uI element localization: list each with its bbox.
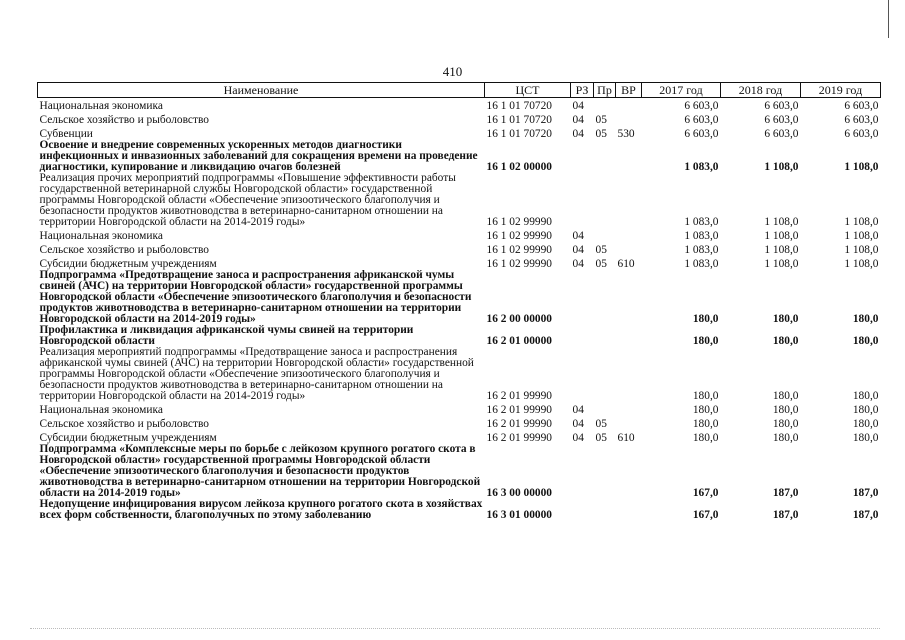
cell-name: Подпрограмма «Комплексные меры по борьбе с лейкозом крупного рогатого скота в Новгородской области» государственной программы Новгородской области «Обеспечение эпизоотического благополучия и безопасности продуктов животноводства в ветеринарно-санитарном отношении на территории Новгородской области на 2014-2019 годы» xyxy=(39,443,481,499)
table-row xyxy=(38,112,881,126)
cell-name: Субсидии бюджетным учреждениям xyxy=(39,258,217,270)
table-row xyxy=(38,347,881,402)
cell-name: Реализация мероприятий подпрограммы «Предотвращение заноса и распространения африканской чумы свиней (АЧС) на территории Новгородской области» государственной программы Новгородской области «Обеспечение эпизоотического благополучия и безопасности продуктов животноводства в ветеринарно-санитарном отношении на территории Новгородской области на 2014-2019 годы» xyxy=(39,346,474,402)
cell-2017: 1 083,0 xyxy=(684,216,719,228)
cell-pr: 05 xyxy=(595,258,607,270)
table-row xyxy=(38,98,881,113)
cell-cst: 16 2 01 99990 xyxy=(486,418,552,430)
cell-rz: 04 xyxy=(572,114,584,126)
cell-rz: 04 xyxy=(572,100,584,112)
cell-vr xyxy=(616,242,642,256)
cell-cst: 16 2 01 99990 xyxy=(486,404,552,416)
cell-pr xyxy=(594,402,616,416)
cell-name: Профилактика и ликвидация африканской чумы свиней на территории Новгородской области xyxy=(39,324,414,347)
table-row xyxy=(38,242,881,256)
cell-2019: 180,0 xyxy=(852,418,879,430)
cell-rz xyxy=(571,325,594,347)
cell-rz: 04 xyxy=(572,244,584,256)
cell-2017: 1 083,0 xyxy=(684,230,719,242)
cell-vr xyxy=(616,416,642,430)
cell-2017: 180,0 xyxy=(692,418,719,430)
cell-2017: 180,0 xyxy=(692,313,719,325)
cell-rz xyxy=(571,173,594,228)
cell-name: Субвенции xyxy=(39,128,93,140)
cell-name: Сельское хозяйство и рыболовство xyxy=(39,244,209,256)
cell-vr xyxy=(616,270,642,325)
cell-rz xyxy=(571,444,594,499)
cell-cst: 16 1 01 70720 xyxy=(486,114,552,126)
cell-vr xyxy=(616,347,642,402)
table-row xyxy=(38,173,881,228)
cell-name: Подпрограмма «Предотвращение заноса и распространения африканской чумы свиней (АЧС) на территории Новгородской области» государственной программы Новгородской области «Обеспечение эпизоотического благополучия и безопасности продуктов животноводства в ветеринарно-санитарном отношении на территории Новгородской области на 2014-2019 годы» xyxy=(39,269,472,325)
cell-2018: 180,0 xyxy=(772,390,799,402)
cell-2017: 6 603,0 xyxy=(684,100,719,112)
cell-pr xyxy=(594,98,616,113)
cell-pr xyxy=(594,325,616,347)
cell-cst: 16 1 02 00000 xyxy=(486,161,552,173)
col-header-pr: Пр xyxy=(594,83,616,98)
table-body xyxy=(38,98,881,522)
cell-rz: 04 xyxy=(572,432,584,444)
cell-vr xyxy=(616,325,642,347)
cell-vr xyxy=(616,228,642,242)
cell-2018: 6 603,0 xyxy=(764,100,799,112)
cell-name: Национальная экономика xyxy=(39,230,163,242)
cell-rz: 04 xyxy=(572,230,584,242)
cell-rz xyxy=(571,347,594,402)
cell-vr xyxy=(616,173,642,228)
cell-2019: 6 603,0 xyxy=(844,114,879,126)
cell-vr xyxy=(616,98,642,113)
cell-2018: 1 108,0 xyxy=(764,258,799,270)
cell-cst: 16 1 02 99990 xyxy=(486,216,552,228)
cell-pr xyxy=(594,347,616,402)
cell-cst: 16 2 00 00000 xyxy=(486,313,552,325)
table-row xyxy=(38,416,881,430)
cell-vr xyxy=(616,112,642,126)
cell-pr xyxy=(594,228,616,242)
cell-rz: 04 xyxy=(572,258,584,270)
cell-cst: 16 1 01 70720 xyxy=(486,100,552,112)
cell-rz xyxy=(571,270,594,325)
cell-vr: 610 xyxy=(617,432,635,444)
cell-name: Освоение и внедрение современных ускоренных методов диагностики инфекционных и инвазионных заболеваний для сокращения времени на проведение диагностики, купирование и ликвидацию очагов болезней xyxy=(39,139,478,173)
cell-cst: 16 2 01 00000 xyxy=(486,335,552,347)
cell-rz xyxy=(571,499,594,521)
col-header-2019: 2019 год xyxy=(801,83,881,98)
table-row xyxy=(38,325,881,347)
cell-cst: 16 1 02 99990 xyxy=(486,230,552,242)
cell-2019: 1 108,0 xyxy=(844,244,879,256)
cell-pr: 05 xyxy=(595,432,607,444)
cell-2019: 180,0 xyxy=(852,335,879,347)
cell-2017: 180,0 xyxy=(692,432,719,444)
cell-name: Субсидии бюджетным учреждениям xyxy=(39,432,217,444)
cell-2019: 187,0 xyxy=(852,509,879,521)
cell-2017: 180,0 xyxy=(692,390,719,402)
cell-2018: 180,0 xyxy=(772,418,799,430)
cell-cst: 16 1 01 70720 xyxy=(486,128,552,140)
table-row xyxy=(38,499,881,521)
cell-vr: 610 xyxy=(617,258,635,270)
cell-2017: 6 603,0 xyxy=(684,128,719,140)
cell-vr xyxy=(616,444,642,499)
cell-cst: 16 2 01 99990 xyxy=(486,390,552,402)
col-header-vr: ВР xyxy=(616,83,642,98)
cell-cst: 16 1 02 99990 xyxy=(486,258,552,270)
cell-pr xyxy=(594,270,616,325)
cell-name: Недопущение инфицирования вирусом лейкоза крупного рогатого скота в хозяйствах всех форм собственности, благополучных по этому заболеванию xyxy=(39,498,483,521)
cell-cst: 16 3 00 00000 xyxy=(486,487,552,499)
cell-pr: 05 xyxy=(595,418,607,430)
table-row xyxy=(38,228,881,242)
table-row xyxy=(38,126,881,140)
cell-name: Реализация прочих мероприятий подпрограммы «Повышение эффективности работы государственной ветеринарной службы Новгородской области» государственной программы Новгородской области «Обеспечение эпизоотического благополучия и безопасности продуктов животноводства в ветеринарно-санитарном отношении на территории Новгородской области на 2014-2019 годы» xyxy=(39,172,456,228)
cell-vr xyxy=(616,499,642,521)
cell-2018: 180,0 xyxy=(772,404,799,416)
table-row xyxy=(38,270,881,325)
cell-2017: 1 083,0 xyxy=(684,244,719,256)
cell-vr: 530 xyxy=(617,128,635,140)
cell-pr: 05 xyxy=(595,128,607,140)
col-header-2017: 2017 год xyxy=(642,83,721,98)
col-header-name: Наименование xyxy=(38,83,485,98)
cell-2018: 180,0 xyxy=(772,313,799,325)
cell-2019: 180,0 xyxy=(852,313,879,325)
cell-2019: 6 603,0 xyxy=(844,100,879,112)
cell-name: Сельское хозяйство и рыболовство xyxy=(39,418,209,430)
budget-table xyxy=(37,82,881,521)
scan-footer-line xyxy=(30,628,880,629)
cell-name: Национальная экономика xyxy=(39,404,163,416)
cell-2017: 6 603,0 xyxy=(684,114,719,126)
cell-2019: 1 108,0 xyxy=(844,230,879,242)
table-row xyxy=(38,402,881,416)
cell-vr xyxy=(616,140,642,173)
cell-rz: 04 xyxy=(572,404,584,416)
cell-2017: 180,0 xyxy=(692,335,719,347)
cell-rz: 04 xyxy=(572,128,584,140)
cell-2019: 180,0 xyxy=(852,404,879,416)
cell-2017: 1 083,0 xyxy=(684,258,719,270)
table-row xyxy=(38,140,881,173)
cell-2018: 180,0 xyxy=(772,335,799,347)
cell-2018: 1 108,0 xyxy=(764,230,799,242)
cell-pr: 05 xyxy=(595,114,607,126)
cell-2019: 1 108,0 xyxy=(844,258,879,270)
cell-2019: 1 108,0 xyxy=(844,161,879,173)
cell-2019: 1 108,0 xyxy=(844,216,879,228)
cell-name: Национальная экономика xyxy=(39,100,163,112)
table-header-row xyxy=(38,83,881,98)
cell-2019: 187,0 xyxy=(852,487,879,499)
cell-2017: 1 083,0 xyxy=(684,161,719,173)
page-edge-mark xyxy=(888,0,889,38)
cell-rz xyxy=(571,140,594,173)
cell-2017: 180,0 xyxy=(692,404,719,416)
table-row xyxy=(38,444,881,499)
col-header-rz: РЗ xyxy=(571,83,594,98)
cell-pr xyxy=(594,499,616,521)
cell-2018: 187,0 xyxy=(772,487,799,499)
cell-2018: 1 108,0 xyxy=(764,244,799,256)
cell-pr xyxy=(594,444,616,499)
cell-2017: 167,0 xyxy=(692,487,719,499)
cell-2018: 1 108,0 xyxy=(764,216,799,228)
cell-name: Сельское хозяйство и рыболовство xyxy=(39,114,209,126)
cell-2019: 6 603,0 xyxy=(844,128,879,140)
cell-2018: 6 603,0 xyxy=(764,128,799,140)
cell-cst: 16 2 01 99990 xyxy=(486,432,552,444)
cell-rz: 04 xyxy=(572,418,584,430)
cell-2018: 180,0 xyxy=(772,432,799,444)
cell-2018: 6 603,0 xyxy=(764,114,799,126)
cell-2017: 167,0 xyxy=(692,509,719,521)
cell-pr xyxy=(594,140,616,173)
col-header-cst: ЦСТ xyxy=(485,83,571,98)
cell-cst: 16 3 01 00000 xyxy=(486,509,552,521)
cell-2019: 180,0 xyxy=(852,390,879,402)
cell-pr: 05 xyxy=(595,244,607,256)
cell-vr xyxy=(616,402,642,416)
page-number: 410 xyxy=(442,64,463,79)
cell-2019: 180,0 xyxy=(852,432,879,444)
cell-2018: 187,0 xyxy=(772,509,799,521)
cell-pr xyxy=(594,173,616,228)
table-row xyxy=(38,430,881,444)
table-row xyxy=(38,256,881,270)
col-header-2018: 2018 год xyxy=(721,83,801,98)
cell-cst: 16 1 02 99990 xyxy=(486,244,552,256)
cell-2018: 1 108,0 xyxy=(764,161,799,173)
